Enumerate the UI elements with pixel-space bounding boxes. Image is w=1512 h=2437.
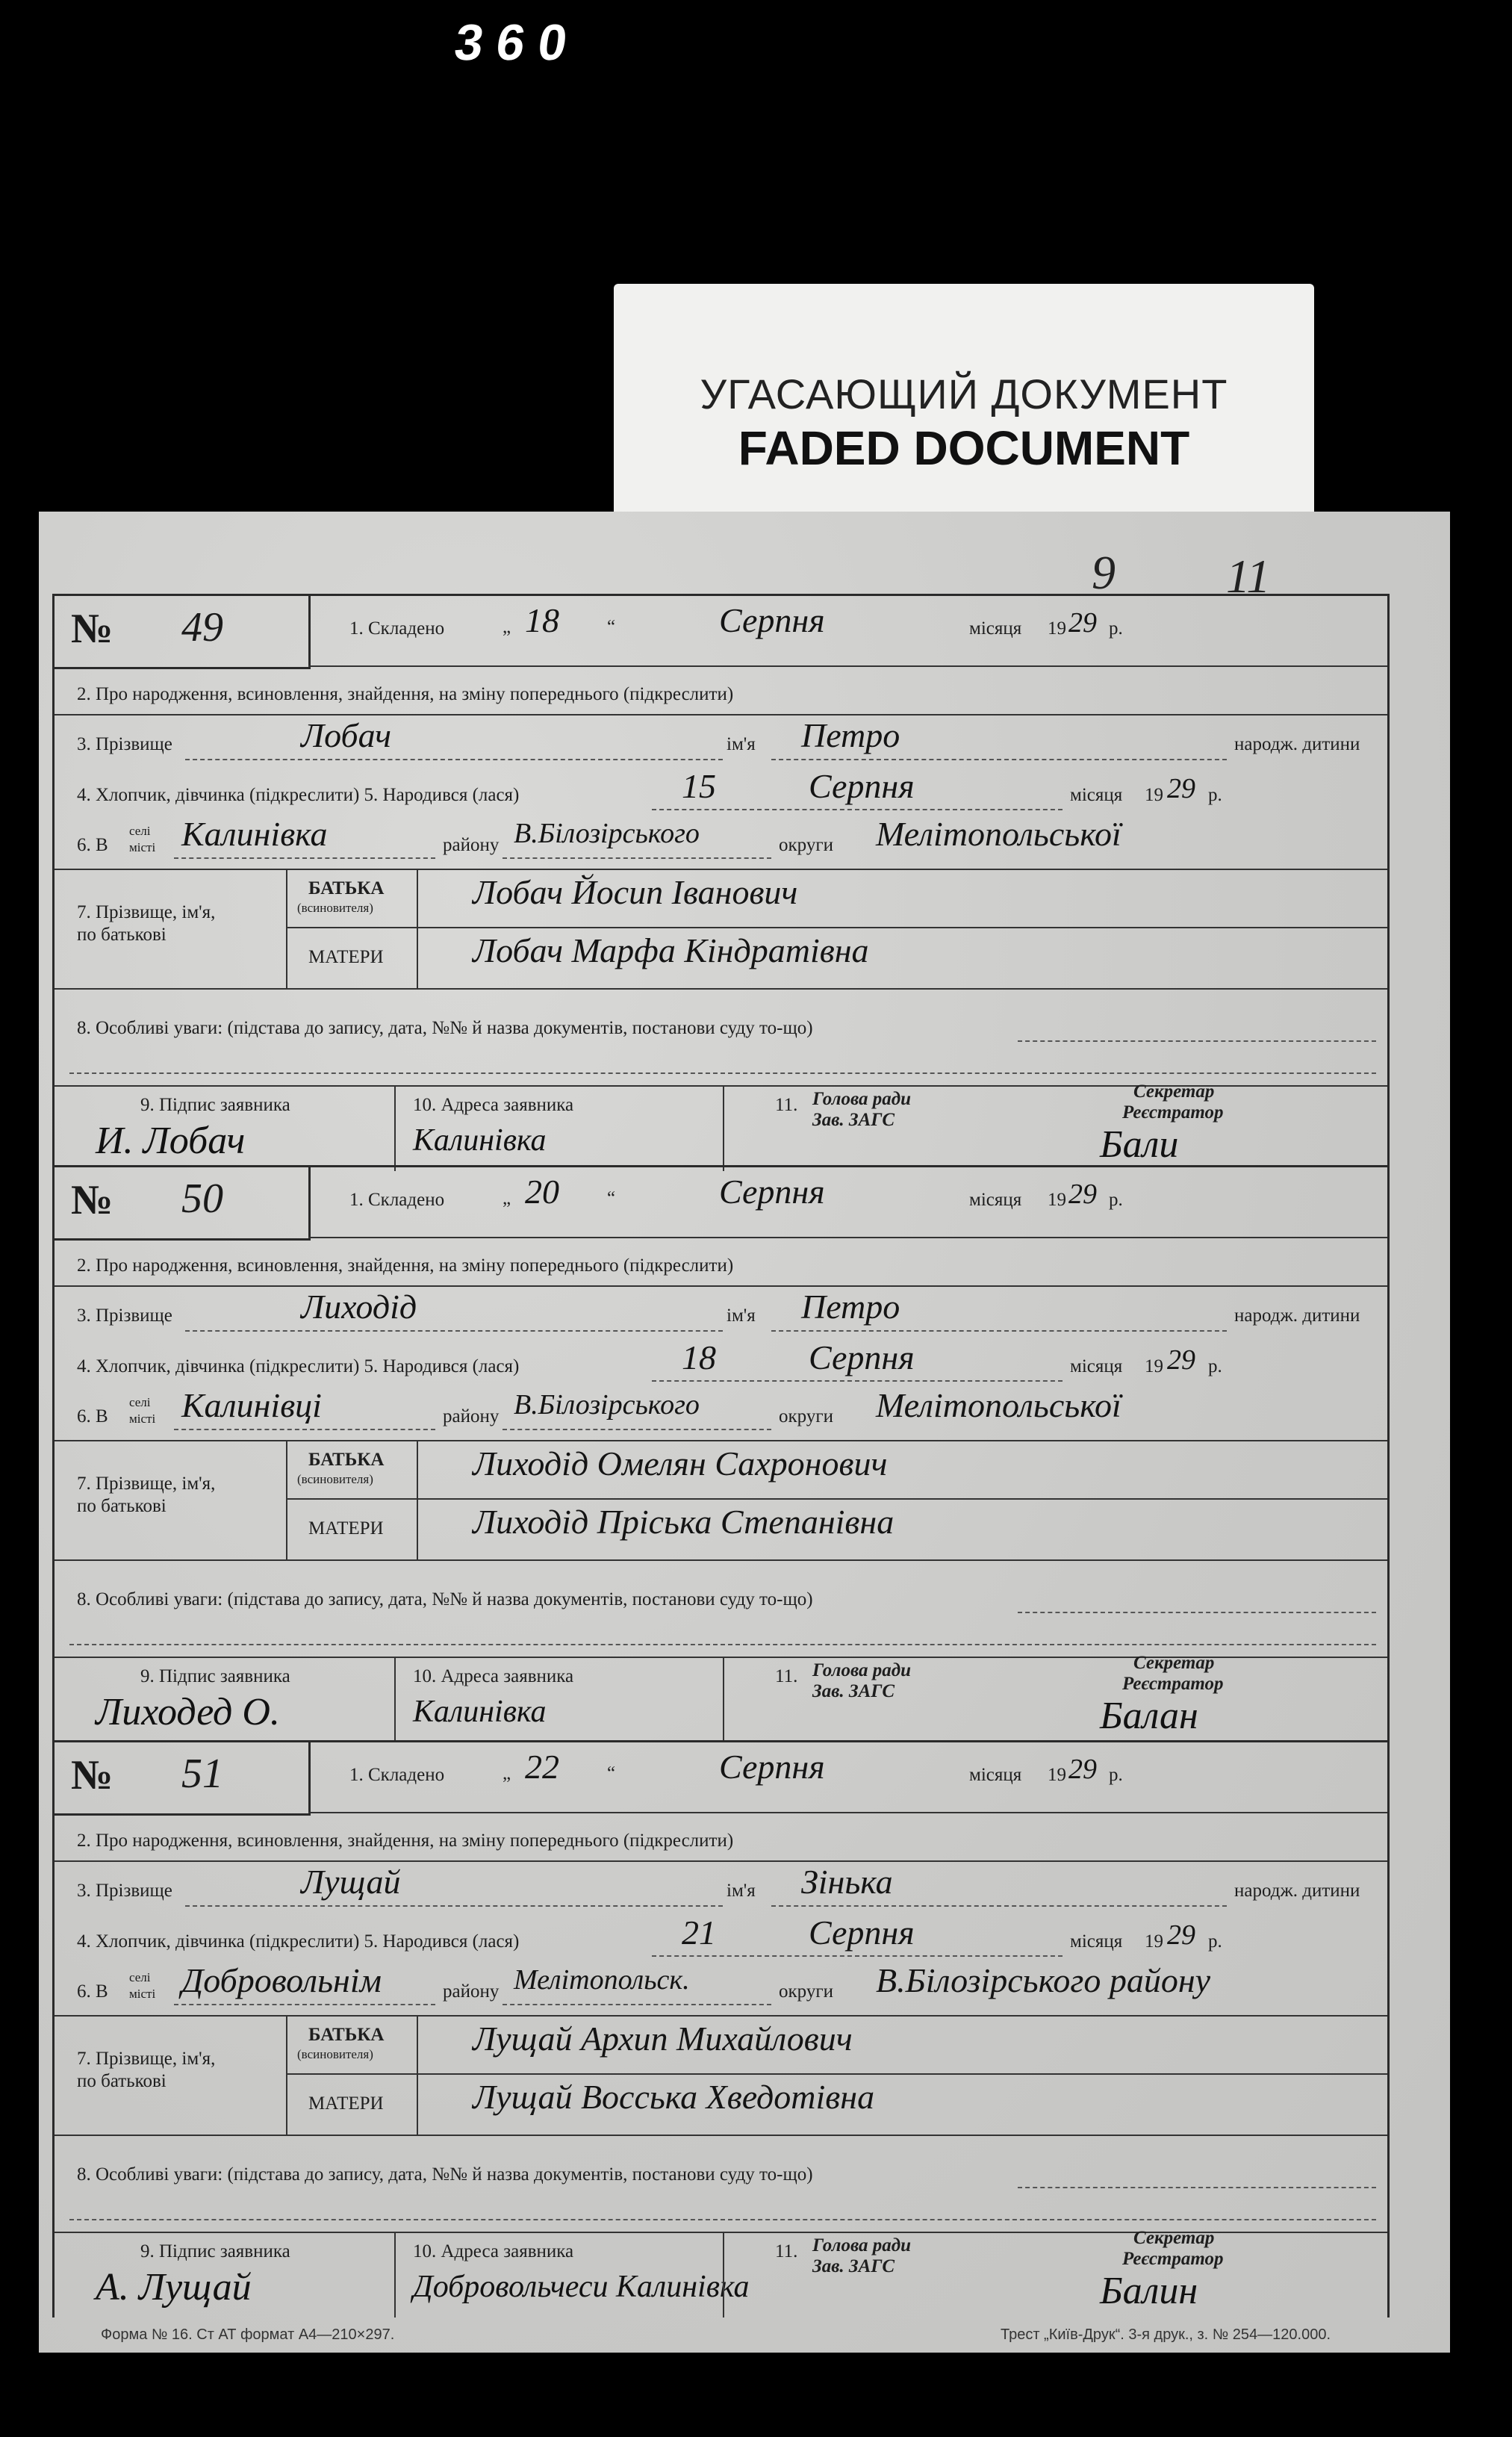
f2-label: 2. Про народження, всиновлення, знайдення, на зміну попереднього (підкреслити) (77, 1255, 734, 1276)
faded-label-russian: УГАСАЮЩИЙ ДОКУМЕНТ (700, 370, 1228, 417)
birth-month: Серпня (809, 1338, 915, 1376)
month-label: місяця (969, 618, 1022, 639)
applicant-address: Добровольчеси Калинівка (413, 2270, 750, 2304)
applicant-signature: Лиходед О. (96, 1691, 280, 1733)
birth-month-label: місяця (1070, 1356, 1123, 1376)
applicant-address: Калинівка (413, 1695, 547, 1729)
name-label: ім'я (727, 734, 756, 754)
compiled-year: 29 (1068, 1754, 1097, 1785)
rayon-label: району (443, 1981, 500, 2002)
child-name: Зінька (801, 1863, 893, 1901)
birth-month: Серпня (809, 767, 915, 805)
f3-label: 3. Прізвище (77, 1881, 172, 1901)
birth-year-suffix: р. (1208, 1931, 1222, 1952)
compiled-year: 29 (1068, 607, 1097, 639)
applicant-signature: И. Лобач (96, 1120, 246, 1162)
okruha-label: округи (779, 1406, 833, 1427)
compiled-month: Серпня (719, 601, 825, 639)
secretary-label: Секретар (1133, 1081, 1215, 1102)
okruha: В.Білозірського району (876, 1961, 1211, 1999)
applicant-signature: А. Лущай (96, 2266, 252, 2309)
child-label: народж. дитини (1234, 1881, 1360, 1901)
record-number: 50 (181, 1176, 223, 1222)
head-label: Голова ради (812, 2235, 912, 2256)
f7-label-2: по батькові (77, 1496, 167, 1516)
applicant-address: Калинівка (413, 1123, 547, 1158)
birth-record-51: № 51 1. Складено „ 22 “ Серпня місяця 19 29 р. 2. Про народження, всиновлення, знайдення, на зміну попереднього (підкреслити) 3. Прізвище Лущай ім'я Зінька народж. дитини 4. Хлопчик, дівчинка (підкреслити) 5. Народився (лася) 21 Серпня місяця 19 29 р. 6. В селі місті Добровольнім району Мелітопольск. округи В.Білозірського району 7. Прізвище, ім'я, по батькові БАТЬКА (всиновителя) Лущай Архип Михайлович МАТЕРИ Лущай Восська Хведотівна 8. Особливі уваги: (підстава до запису, дата, №№ й назва документів, постанови суду то-що) 9. Підпис заявника А. Лущай 10. Адреса заявника Добровольчеси Калинівка 11. Голова ради Зав. ЗАГС Секретар Реєстратор Балин (52, 1740, 1390, 2318)
f11-label: 11. (775, 1095, 798, 1115)
birth-day: 15 (682, 767, 716, 805)
f6-label: 6. В (77, 835, 108, 855)
child-surname: Лущай (301, 1863, 401, 1901)
f4-label: 4. Хлопчик, дівчинка (підкреслити) 5. Народився (лася) (77, 1356, 520, 1376)
compiled-month: Серпня (719, 1173, 825, 1211)
rayon: Мелітопольск. (514, 1964, 690, 1996)
mother-label: МАТЕРИ (308, 947, 384, 967)
compiled-day: 18 (525, 601, 559, 639)
father-sub-label: (всиновителя) (297, 901, 373, 915)
f3-label: 3. Прізвище (77, 734, 172, 754)
father-sub-label: (всиновителя) (297, 1472, 373, 1486)
father-name: Лиходід Омелян Сахронович (473, 1444, 888, 1483)
f8-label: 8. Особливі уваги: (підстава до запису, дата, №№ й назва документів, постанови суду то-що) (77, 2164, 813, 2185)
page-number-left: 9 (1092, 546, 1116, 599)
selo-label: селі (129, 824, 151, 838)
year-prefix: 19 (1048, 1190, 1066, 1210)
f3-label: 3. Прізвище (77, 1306, 172, 1326)
year-prefix: 19 (1048, 1765, 1066, 1785)
rayon: В.Білозірського (514, 1389, 700, 1421)
registrar-signature: Балан (1100, 1695, 1198, 1737)
record-number-box (55, 1742, 311, 1816)
compiled-day: 20 (525, 1173, 559, 1211)
footer-printer-info: Трест „Київ-Друк“. 3-я друк., з. № 254—120.000. (1001, 2326, 1331, 2343)
child-name: Петро (801, 1288, 900, 1326)
father-label: БАТЬКА (308, 878, 385, 898)
page-number-right: 11 (1226, 550, 1271, 603)
f11-label: 11. (775, 1666, 798, 1686)
birth-record-50: № 50 1. Складено „ 20 “ Серпня місяця 19 29 р. 2. Про народження, всиновлення, знайдення, на зміну попереднього (підкреслити) 3. Прізвище Лиходід ім'я Петро народж. дитини 4. Хлопчик, дівчинка (підкреслити) 5. Народився (лася) 18 Серпня місяця 19 29 р. 6. В селі місті Калинівці району В.Білозірського округи Мелітопольської 7. Прізвище, ім'я, по батькові БАТЬКА (всиновителя) Лиходід Омелян Сахронович МАТЕРИ Лиходід Пріська Степанівна 8. Особливі уваги: (підстава до запису, дата, №№ й назва документів, постанови суду то-що) 9. Підпис заявника Лиходед О. 10. Адреса заявника Калинівка 11. Голова ради Зав. ЗАГС Секретар Реєстратор Балан (52, 1165, 1390, 1742)
head-label: Голова ради (812, 1089, 912, 1109)
registrar-label: Реєстратор (1122, 1674, 1224, 1694)
father-name: Лобач Йосип Іванович (473, 873, 798, 911)
secretary-label: Секретар (1133, 1653, 1215, 1673)
rayon: В.Білозірського (514, 818, 700, 849)
f10-label: 10. Адреса заявника (413, 1095, 574, 1115)
f9-label: 9. Підпис заявника (140, 2241, 290, 2261)
rayon-label: району (443, 835, 500, 855)
year-suffix: р. (1109, 1190, 1123, 1210)
f7-label-2: по батькові (77, 925, 167, 945)
birth-year: 29 (1167, 1919, 1195, 1951)
f2-label: 2. Про народження, всиновлення, знайдення, на зміну попереднього (підкреслити) (77, 1831, 734, 1851)
okruha: Мелітопольської (876, 1386, 1121, 1424)
f6-label: 6. В (77, 1406, 108, 1427)
village: Добровольнім (181, 1961, 382, 1999)
zags-label: Зав. ЗАГС (812, 1681, 895, 1701)
compiled-year: 29 (1068, 1179, 1097, 1210)
f1-label: 1. Складено (349, 618, 445, 639)
registrar-signature: Балин (1100, 2270, 1198, 2312)
child-surname: Лобач (301, 716, 392, 754)
name-label: ім'я (727, 1881, 756, 1901)
birth-month-label: місяця (1070, 785, 1123, 805)
mother-name: Лущай Восська Хведотівна (473, 2078, 875, 2116)
f6-label: 6. В (77, 1981, 108, 2002)
child-label: народж. дитини (1234, 1306, 1360, 1326)
f8-label: 8. Особливі уваги: (підстава до запису, дата, №№ й назва документів, постанови суду то-що) (77, 1589, 813, 1609)
birth-day: 18 (682, 1338, 716, 1376)
father-sub-label: (всиновителя) (297, 2047, 373, 2061)
footer-form-info: Форма № 16. Ст АТ формат А4—210×297. (101, 2326, 395, 2343)
number-sign: № (71, 1177, 113, 1223)
okruha: Мелітопольської (876, 815, 1121, 853)
f1-label: 1. Складено (349, 1765, 445, 1785)
birth-year-prefix: 19 (1145, 785, 1163, 805)
f7-label: 7. Прізвище, ім'я, (77, 1474, 216, 1494)
village: Калинівка (181, 815, 328, 853)
birth-year-suffix: р. (1208, 1356, 1222, 1376)
misti-label: місті (129, 1412, 156, 1426)
registrar-signature: Бали (1100, 1123, 1179, 1166)
okruha-label: округи (779, 835, 833, 855)
child-surname: Лиходід (301, 1288, 417, 1326)
compiled-month: Серпня (719, 1748, 825, 1786)
mother-name: Лобач Марфа Кіндратівна (473, 931, 869, 969)
faded-document-label (614, 284, 1314, 519)
birth-year: 29 (1167, 1344, 1195, 1376)
f9-label: 9. Підпис заявника (140, 1095, 290, 1115)
selo-label: селі (129, 1970, 151, 1984)
misti-label: місті (129, 1987, 156, 2001)
year-suffix: р. (1109, 618, 1123, 639)
misti-label: місті (129, 840, 156, 854)
birth-day: 21 (682, 1913, 716, 1952)
mother-label: МАТЕРИ (308, 1518, 384, 1539)
zags-label: Зав. ЗАГС (812, 1110, 895, 1130)
birth-year-suffix: р. (1208, 785, 1222, 805)
record-number-box (55, 1167, 311, 1241)
rayon-label: району (443, 1406, 500, 1427)
village: Калинівці (181, 1386, 322, 1424)
record-number: 51 (181, 1751, 223, 1797)
birth-record-49: № 49 1. Складено „ 18 “ Серпня місяця 19 29 р. 2. Про народження, всиновлення, знайдення, на зміну попереднього (підкреслити) 3. Прізвище Лобач ім'я Петро народж. дитини 4. Хлопчик, дівчинка (підкреслити) 5. Народився (лася) 15 Серпня місяця 19 29 р. 6. В селі місті Калинівка району В.Білозірського округи Мелітопольської 7. Прізвище, ім'я, по батькові БАТЬКА (всиновителя) Лобач Йосип Іванович МАТЕРИ Лобач Марфа Кіндратівна 8. Особливі уваги: (підстава до запису, дата, №№ й назва документів, постанови суду то-що) 9. Підпис заявника И. Лобач 10. Адреса заявника Калинівка 11. Голова ради Зав. ЗАГС Секретар Реєстратор Бали (52, 594, 1390, 1171)
birth-year-prefix: 19 (1145, 1931, 1163, 1952)
f9-label: 9. Підпис заявника (140, 1666, 290, 1686)
record-number-box (55, 596, 311, 669)
number-sign: № (71, 1752, 113, 1798)
father-label: БАТЬКА (308, 2025, 385, 2045)
head-label: Голова ради (812, 1660, 912, 1680)
zags-label: Зав. ЗАГС (812, 2256, 895, 2276)
year-prefix: 19 (1048, 618, 1066, 639)
archive-stamp-number: 360 (451, 14, 585, 71)
birth-year-prefix: 19 (1145, 1356, 1163, 1376)
record-number: 49 (181, 604, 223, 651)
f11-label: 11. (775, 2241, 798, 2261)
father-label: БАТЬКА (308, 1450, 385, 1470)
f4-label: 4. Хлопчик, дівчинка (підкреслити) 5. Народився (лася) (77, 785, 520, 805)
registrar-label: Реєстратор (1122, 1102, 1224, 1123)
selo-label: селі (129, 1395, 151, 1409)
faded-label-english: FADED DOCUMENT (738, 421, 1190, 475)
birth-year: 29 (1167, 773, 1195, 804)
f8-label: 8. Особливі уваги: (підстава до запису, дата, №№ й назва документів, постанови суду то-що) (77, 1018, 813, 1038)
f10-label: 10. Адреса заявника (413, 1666, 574, 1686)
okruha-label: округи (779, 1981, 833, 2002)
f1-label: 1. Складено (349, 1190, 445, 1210)
name-label: ім'я (727, 1306, 756, 1326)
f2-label: 2. Про народження, всиновлення, знайдення, на зміну попереднього (підкреслити) (77, 684, 734, 704)
father-name: Лущай Архип Михайлович (473, 2020, 853, 2058)
compiled-day: 22 (525, 1748, 559, 1786)
child-label: народж. дитини (1234, 734, 1360, 754)
f4-label: 4. Хлопчик, дівчинка (підкреслити) 5. Народився (лася) (77, 1931, 520, 1952)
secretary-label: Секретар (1133, 2228, 1215, 2248)
mother-name: Лиходід Пріська Степанівна (473, 1503, 895, 1541)
year-suffix: р. (1109, 1765, 1123, 1785)
f7-label-2: по батькові (77, 2071, 167, 2091)
f10-label: 10. Адреса заявника (413, 2241, 574, 2261)
birth-month-label: місяця (1070, 1931, 1123, 1952)
child-name: Петро (801, 716, 900, 754)
birth-month: Серпня (809, 1913, 915, 1952)
month-label: місяця (969, 1190, 1022, 1210)
number-sign: № (71, 606, 113, 652)
f7-label: 7. Прізвище, ім'я, (77, 2049, 216, 2069)
f7-label: 7. Прізвище, ім'я, (77, 902, 216, 922)
registrar-label: Реєстратор (1122, 2249, 1224, 2269)
mother-label: МАТЕРИ (308, 2093, 384, 2114)
month-label: місяця (969, 1765, 1022, 1785)
